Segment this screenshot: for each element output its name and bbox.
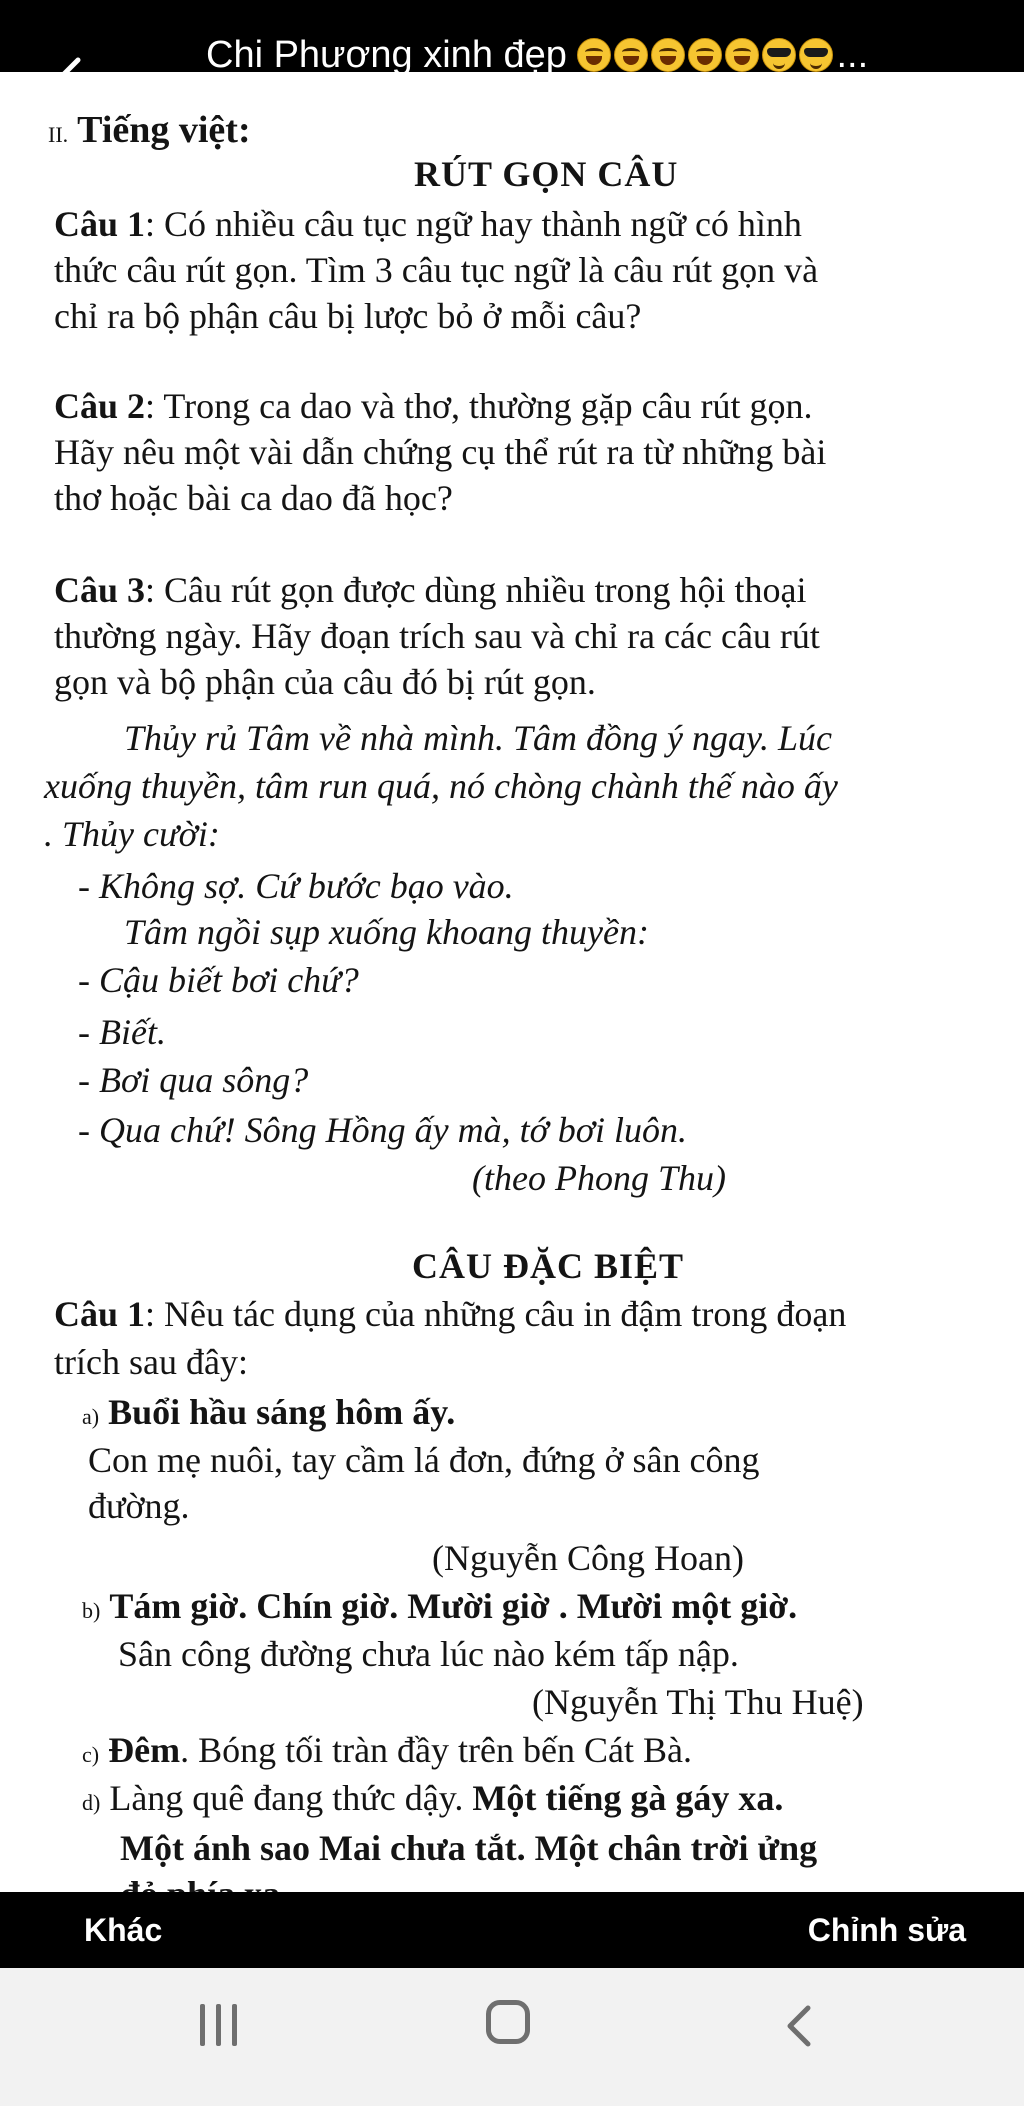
item-d-line-2: Một ánh sao Mai chưa tắt. Một chân trời ửng <box>120 1828 818 1868</box>
part1-title: RÚT GỌN CÂU <box>414 154 679 194</box>
q4-line-2: trích sau đây: <box>54 1342 248 1382</box>
arrow-left-icon <box>48 48 112 112</box>
part2-title: CÂU ĐẶC BIỆT <box>412 1246 685 1286</box>
story-title[interactable]: Chi Phương xinh đẹp ... <box>206 34 869 76</box>
excerpt-line-2: xuống thuyền, tâm run quá, nó chòng chành thế nào ấy <box>44 766 838 806</box>
rolling-laugh-emoji-icon <box>688 38 722 72</box>
chevron-left-icon <box>778 2002 822 2050</box>
recent-apps-icon[interactable] <box>200 2004 246 2046</box>
q4-line-1: Câu 1: Nêu tác dụng của những câu in đậm trong đoạn <box>54 1294 847 1334</box>
section-title: Tiếng việt: <box>77 109 251 151</box>
q1-line-3: chỉ ra bộ phận câu bị lược bỏ ở mỗi câu? <box>54 296 642 336</box>
section-number: II. <box>48 122 69 147</box>
back-button[interactable] <box>48 48 112 112</box>
edit-button[interactable]: Chỉnh sửa <box>807 1912 966 1948</box>
q2-line-1: Câu 2: Trong ca dao và thơ, thường gặp câu rút gọn. <box>54 386 813 426</box>
q1-line-2: thức câu rút gọn. Tìm 3 câu tục ngữ là câu rút gọn và <box>54 250 819 290</box>
item-b-source: (Nguyễn Thị Thu Huệ) <box>532 1682 864 1722</box>
nav-back-icon[interactable] <box>778 2002 822 2050</box>
q3-line-1: Câu 3: Câu rút gọn được dùng nhiều trong hội thoại <box>54 570 807 610</box>
excerpt-line-9: - Qua chứ! Sông Hồng ấy mà, tớ bơi luôn. <box>78 1110 687 1150</box>
item-b-text-1: Sân công đường chưa lúc nào kém tấp nập. <box>118 1634 739 1674</box>
item-c-line: c) Đêm. Bóng tối tràn đầy trên bến Cát Bà. <box>82 1730 692 1770</box>
q3-line-2: thường ngày. Hãy đoạn trích sau và chỉ ra các câu rút <box>54 616 820 656</box>
excerpt-source: (theo Phong Thu) <box>472 1158 726 1198</box>
item-a-text-1: Con mẹ nuôi, tay cầm lá đơn, đứng ở sân công <box>88 1440 760 1480</box>
q2-line-3: thơ hoặc bài ca dao đã học? <box>54 478 453 518</box>
excerpt-line-1: Thủy rủ Tâm về nhà mình. Tâm đồng ý ngay. Lúc <box>124 718 832 758</box>
rolling-laugh-emoji-icon <box>614 38 648 72</box>
rolling-laugh-emoji-icon <box>577 38 611 72</box>
excerpt-line-4: - Không sợ. Cứ bước bạo vào. <box>78 866 514 906</box>
item-d-line: d) Làng quê đang thức dậy. Một tiếng gà gáy xa. <box>82 1778 784 1818</box>
item-a-source: (Nguyễn Công Hoan) <box>432 1538 744 1578</box>
story-header <box>0 0 1024 130</box>
item-b-line: b) Tám giờ. Chín giờ. Mười giờ . Mười một giờ. <box>82 1586 798 1626</box>
item-a-line: a) Buổi hầu sáng hôm ấy. <box>82 1392 456 1432</box>
home-icon[interactable] <box>486 2000 530 2044</box>
excerpt-line-3: . Thủy cười: <box>44 814 220 854</box>
system-navigation-bar <box>0 1968 1024 2106</box>
item-a-text-2: đường. <box>88 1486 190 1526</box>
excerpt-line-5: Tâm ngồi sụp xuống khoang thuyền: <box>124 912 649 952</box>
sunglasses-emoji-icon <box>799 38 833 72</box>
other-button[interactable]: Khác <box>84 1912 163 1948</box>
q2-line-2: Hãy nêu một vài dẫn chứng cụ thể rút ra từ những bài <box>54 432 827 472</box>
activity-status: Hoạt động 1 giờ trước <box>206 88 503 121</box>
excerpt-line-7: - Biết. <box>78 1012 166 1052</box>
excerpt-line-6: - Cậu biết bơi chứ? <box>78 960 359 1000</box>
q1-line-1: Câu 1: Có nhiều câu tục ngữ hay thành ngữ có hình <box>54 204 802 244</box>
rolling-laugh-emoji-icon <box>725 38 759 72</box>
excerpt-line-8: - Bơi qua sông? <box>78 1060 309 1100</box>
story-action-bar <box>0 1892 1024 1968</box>
q3-line-3: gọn và bộ phận của câu đó bị rút gọn. <box>54 662 596 702</box>
rolling-laugh-emoji-icon <box>651 38 685 72</box>
sunglasses-emoji-icon <box>762 38 796 72</box>
